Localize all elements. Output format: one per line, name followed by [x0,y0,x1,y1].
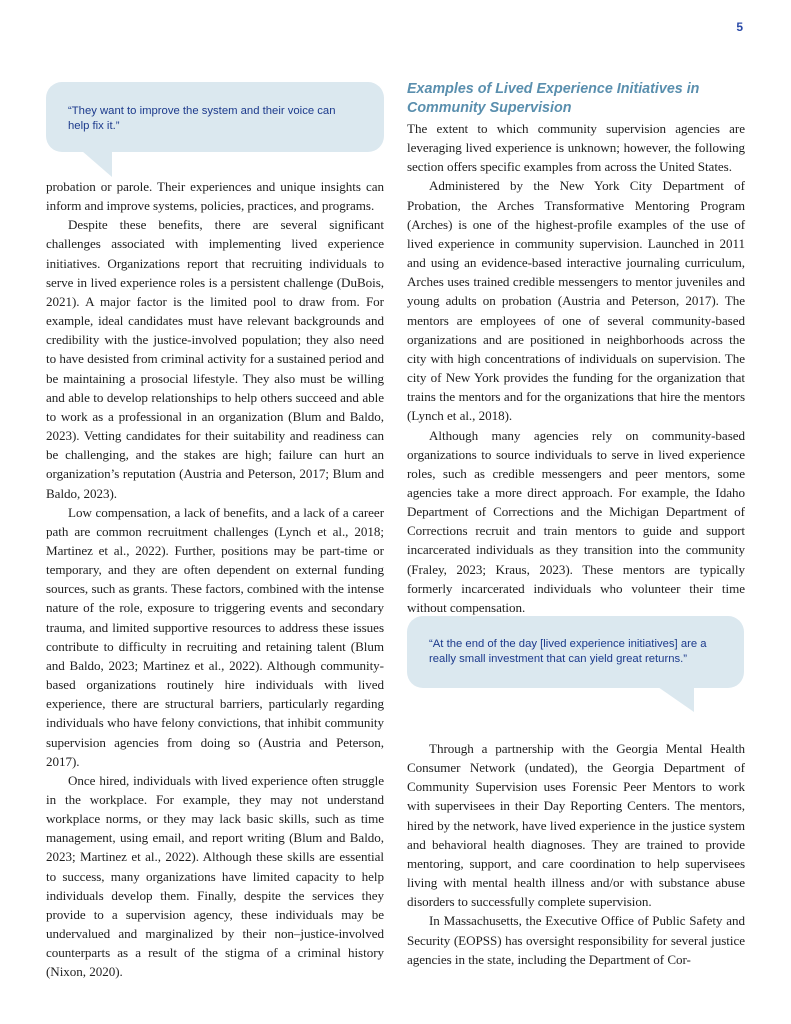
right-paragraph-1: The extent to which community supervision agencies are leveraging lived experience is unknown; however, the following section offers specific examples from across the United States. [407,121,745,175]
right-paragraph-5: In Massachusetts, the Executive Office of Public Safety and Security (EOPSS) has oversight responsibility for several justice agencies in the state, including the Department of Cor- [407,913,745,967]
left-paragraph-4: Once hired, individuals with lived experience often struggle in the workplace. For example, they may not understand workplace norms, or they may lack basic skills, such as time management, using email, and report writing (Blum and Baldo, 2023; Martinez et al., 2022). Although these skills are essential to success, many organizations have limited capacity to help individuals develop them. Finally, despite the services they provide to a supervision agency, these individuals may be undervalued and marginalized by their non–justice-involved counterparts as a result of the stigma of a criminal history (Nixon, 2020). [46,772,384,980]
right-paragraph-3: Although many agencies rely on community-based organizations to source individuals to serve in lived experience roles, such as credible messengers and peer mentors, some agencies take a more direct approach. For example, the Idaho Department of Corrections and the Michigan Department of Corrections recruit and train mentors to guide and support incarcerated individuals as they transition into the community (Fraley, 2023; Kraus, 2023). These mentors are typically formerly incarcerated individuals who volunteer their time without compensation. [407,427,745,615]
section-heading: Examples of Lived Experience Initiatives in Community Supervision [407,81,700,116]
left-paragraph-2: Despite these benefits, there are several significant challenges associated with implementing lived experience initiatives. Organizations report that recruiting individuals to serve in lived experience roles is a persistent challenge (DuBois, 2021). A major factor is the limited pool to draw from. For example, ideal candidates must have relevant backgrounds and credibility with the justice-involved population; they also need to have desisted from criminal activity for a sustained period and be maintaining a prosocial lifestyle. They also must be willing and able to develop relationships to help others succeed and able to work as a professional in an organization (Blum and Baldo, 2023). Vetting candidates for their suitability and readiness can be challenging, and the stakes are high; failure can hurt an organization’s reputation (Austria and Peterson, 2017; Blum and Baldo, 2023). [46,217,384,501]
pull-quote-left: “They want to improve the system and their voice can help fix it.” [46,82,384,152]
pull-quote-left-tail [82,151,112,177]
right-column-top [407,80,745,617]
pull-quote-right-tail [658,687,694,712]
left-paragraph-3: Low compensation, a lack of benefits, and a lack of a career path are common recruitment challenges (Lynch et al., 2018; Martinez et al., 2022). Further, positions may be part-time or temporary, and they are often dependent on external funding sources, such as grants. These factors, combined with the intense nature of the role, exposure to triggering events and secondary trauma, and limited supportive resources to address these issues contribute to difficulty in recruiting and retaining talent (Blum and Baldo, 2023; Martinez et al., 2022). Although community-based organizations routinely hire individuals with lived experience, there are structural barriers, particularly regarding individuals who have felony convictions, that inhibit community supervision agencies from doing so (Austria and Peterson, 2017). [46,504,384,769]
right-column-bottom [407,739,745,969]
left-column [46,177,384,982]
pull-quote-right: “At the end of the day [lived experience initiatives] are a really small investment that can yield great returns.” [407,616,744,688]
left-paragraph-1: probation or parole. Their experiences and unique insights can inform and improve systems, policies, practices, and programs. [46,179,384,214]
right-paragraph-2: Administered by the New York City Department of Probation, the Arches Transformative Mentoring Program (Arches) is one of the highest-profile examples of the use of lived experience in community supervision. Launched in 2011 and using an evidence-based interactive journaling curriculum, Arches uses trained credible messengers to mentor juveniles and young adults on probation (Austria and Peterson, 2017). The mentors are employees of one of several community-based organizations and are positioned in neighborhoods across the city with high concentrations of individuals on supervision. The city of New York provides the funding for the organization that trains the mentors and for the organizations that hire the mentors (Lynch et al., 2018). [407,178,745,424]
right-paragraph-4: Through a partnership with the Georgia Mental Health Consumer Network (undated), the Georgia Department of Community Supervision uses Forensic Peer Mentors to work with supervisees in their Day Reporting Centers. The mentors, hired by the network, have lived experience in the justice system and behavioral health diagnoses. They are trained to provide mentoring, support, and care coordination to help supervisees living with mental health illness and/or with substance abuse disorders to successfully complete supervision. [407,741,745,910]
page-number: 5 [736,20,743,34]
